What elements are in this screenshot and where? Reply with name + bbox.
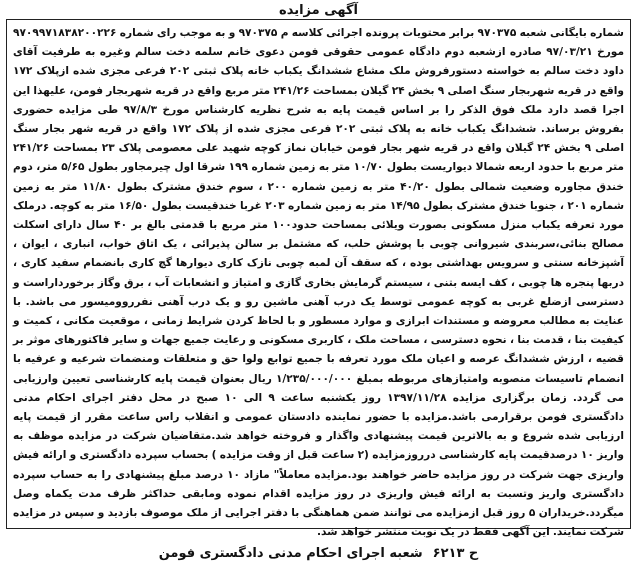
notice-title: آگهی مزایده — [279, 3, 358, 18]
notice-box — [6, 19, 631, 562]
notice-issuer: شعبه اجرای احکام مدنی دادگستری فومن — [158, 546, 423, 562]
notice-footer — [13, 542, 624, 564]
notice-reference-code: ح ۶۲۱۳ — [432, 546, 479, 562]
notice-body: شماره بایگانی شعبه ۹۷۰۳۷۵ برابر محتویات پرونده اجرائی کلاسه م ۹۷۰۳۷۵ و به موجب رای شماره ۹۷۰۹۹۷۱۸۳۸۲۰۰۲۲۶ مورخ ۹۷/۰۳/۲۱ صادره ازشعبه دوم دادگاه عمومی حقوقی فومن دعوی خانم سلمه دخت سالم وغیره به طرفیت آقای داود دخت سالم به خواسته دستورفروش ملک مشاع ششدانگ یکباب خانه پلاک ثبتی ۲۰۲ فرعی مجزی شده ازپلاک ۱۷۲ واقع در قریه شهربجار سنگ اصلی ۹ بخش ۲۴ گیلان بمساحت ۲۴۱/۲۶ متر مربع واقع در قریه شهربجار فومن، علیهذا این اجرا قصد دارد ملک فوق الذکر را بر اساس قیمت پایه به شرح نظریه کارشناس مورخ ۹۷/۸/۳ طی مزایده حضوری بفروش برساند. ششدانگ یکباب خانه به پلاک ثبتی ۲۰۲ فرعی مجزی شده از پلاک ۱۷۲ واقع در قریه شهر بجار سنگ اصلی ۹ بخش ۲۴ گیلان واقع در قریه شهر بجار فومن خیابان نماز کوچه شهید علی معصومی پلاک ۲۳ بمساحت ۲۴۱/۲۶ متر مربع با حدود اربعه شمالا دیواریست بطول ۱۰/۷۰ متر به زمین شماره ۱۹۹ شرقا اول چیرمجاور بطول ۵/۶۵ متر، دوم خندق مجاوره وضعیت شمالی بطول ۴۰/۲۰ متر به زمین شماره ۲۰۰ ، سوم خندق مشترک بطول ۱۱/۸۰ متر به زمین شماره ۲۰۱ ، جنوبا خندق مشترک بطول ۱۴/۹۵ متر به زمین شماره ۲۰۳ غربا خندقیست بطول ۱۶/۵۰ متر به کوچه. درملک مورد تعرفه یکباب منزل مسکونی بصورت ویلائی بمساحت حدود۱۰۰ متر مربع با قدمتی بالغ بر ۴۰ سال دارای اسکلت مصالح بنائی،سربندی شیروانی چوبی با پوشش حلب، که مشتمل بر سالن پذیرائی ، یک اتاق خواب، انباری ، ایوان ، آشپزخانه سنتی و سرویس بهداشتی بوده ، که سقف آن لمبه چوبی نازک کاری دیوارها گچ کاری بانضمام سفید کاری ، دربها پنجره ها چوبی ، کف ایسه بتنی ، سیستم گرمایش بخاری گازی و امتیاز و انشعابات آب ، برق وگاز برخورداراست و دسترسی ازضلع غربی به کوچه عمومی توسط یک درب آهنی ماشین رو و یک درب آهنی نفرروومیسور می باشد. با عنایت به مطالب معروضه و مستندات ابرازی و موارد مسطور و با لحاظ کردن شرایط زمانی ، موقعیت مکانی ، کمیت و کیفیت بنا ، قدمت بنا ، نحوه دسترسی ، مساحت ملک ، کاربری مسکونی و رعایت جمیع جهات و سایر فاکتورهای موثر بر قضیه ، ارزش ششدانگ عرصه و اعیان ملک مورد تعرفه با جمیع توابع ولوا حق و متعلقات ومنضمات شرعیه و عرفیه با انضمام تاسیسات منصوبه وامتیازهای مربوطه بمبلغ ۱/۲۳۵/۰۰۰/۰۰۰ ریال بعنوان قیمت پایه کارشناسی تعیین وارزیابی می گردد. زمان برگزاری مزایده ۱۳۹۷/۱۱/۲۸ روز یکشنبه ساعت ۹ الی ۱۰ صبح در محل دفتر اجرای احکام مدنی دادگستری فومن برقرارمی باشد.مزایده با حضور نماینده دادستان عمومی و انقلاب راس ساعت مقرر از قیمت پایه ارزیابی شده شروع و به بالاترین قیمت پیشنهادی واگذار و فروخته خواهد شد.متقاضیان شرکت در مزایده موظف به واریز ۱۰ درصدقیمت پایه کارشناسی درروزمزایده (۲ ساعت قبل از وقت مزایده ) بحساب سپرده دادگستری و ارائه فیش واریزی جهت شرکت در روز مزایده حاضر خواهند بود.مزایده معاملاً" مازاد ۱۰ درصد مبلغ پیشنهادی را به حساب سپرده دادگستری واریز وتسبت به ارائه فیش واریزی در روز مزایده اقدام نموده ومابقی حداکثر ظرف مدت یکماه وصل میگردد.خریداران ۵ روز قبل ازمزایده می توانند ضمن هماهنگی با دفتر اجرایی از ملک موصوف بازدید و سپس در مزایده شرکت نمایند. این آگهی فقط در یک نوبت منتشر خواهد شد. — [13, 27, 625, 539]
